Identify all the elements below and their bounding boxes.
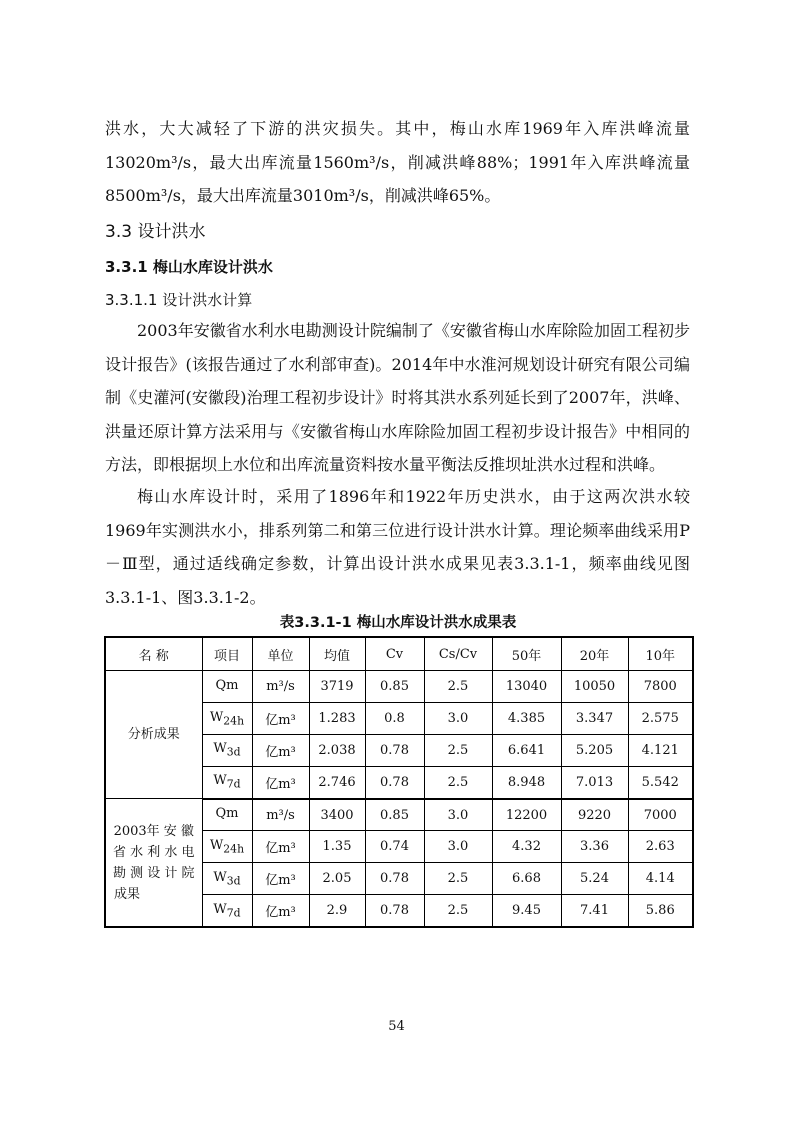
cell-cv: 0.74	[365, 831, 424, 863]
header-50-year: 50年	[492, 637, 561, 671]
cell-mean: 3400	[309, 799, 365, 831]
cell-item: $W_{3d}$	[202, 863, 252, 895]
page-number: 54	[388, 1019, 405, 1034]
cell-50-year: 6.68	[492, 863, 561, 895]
cell-cv: 0.85	[365, 799, 424, 831]
cell-mean: 2.746	[309, 766, 365, 798]
cell-mean: 1.35	[309, 831, 365, 863]
cell-cv: 0.78	[365, 863, 424, 895]
cell-cv: 0.78	[365, 766, 424, 798]
cell-item: $W_{7d}$	[202, 766, 252, 798]
cell-20-year: 10050	[561, 671, 628, 703]
cell-20-year: 7.41	[561, 895, 628, 927]
cell-20-year: 3.36	[561, 831, 628, 863]
cell-10-year: 5.86	[628, 895, 693, 927]
cell-unit: 亿m³	[252, 734, 309, 766]
header-name: 名 称	[105, 637, 202, 671]
cell-20-year: 7.013	[561, 766, 628, 798]
cell-cv: 0.8	[365, 702, 424, 734]
cell-20-year: 5.205	[561, 734, 628, 766]
design-flood-table	[104, 636, 694, 928]
cell-item: $W_{7d}$	[202, 895, 252, 927]
cell-50-year: 4.385	[492, 702, 561, 734]
cell-mean: 2.05	[309, 863, 365, 895]
cell-cv: 0.78	[365, 734, 424, 766]
cell-cs-cv: 3.0	[424, 831, 492, 863]
cell-cv: 0.78	[365, 895, 424, 927]
cell-cs-cv: 3.0	[424, 702, 492, 734]
header-10-year: 10年	[628, 637, 693, 671]
cell-cs-cv: 2.5	[424, 863, 492, 895]
cell-cs-cv: 2.5	[424, 734, 492, 766]
paragraph-design-report: 2003年安徽省水利水电勘测设计院编制了《安徽省梅山水库除险加固工程初步设计报告》(该报告通过了水利部审查)。2014年中水淮河规划设计研究有限公司编制《史灌河(安徽段)治理工程初步设计》时将其洪水系列延长到了2007年，洪峰、洪量还原计算方法采用与《安徽省梅山水库除险加固工程初步设计报告》中相同的方法，即根据坝上水位和出库流量资料按水量平衡法反推坝址洪水过程和洪峰。	[105, 321, 690, 474]
cell-cv: 0.85	[365, 671, 424, 703]
cell-20-year: 9220	[561, 799, 628, 831]
cell-20-year: 3.347	[561, 702, 628, 734]
cell-50-year: 13040	[492, 671, 561, 703]
cell-cs-cv: 3.0	[424, 799, 492, 831]
section-heading-3-3-1: 3.3.1 梅山水库设计洪水	[105, 258, 273, 276]
header-mean: 均值	[309, 637, 365, 671]
cell-unit: 亿m³	[252, 831, 309, 863]
cell-mean: 3719	[309, 671, 365, 703]
table-caption: 表3.3.1-1 梅山水库设计洪水成果表	[279, 615, 517, 631]
cell-cs-cv: 2.5	[424, 671, 492, 703]
section-heading-3-3-1-1: 3.3.1.1 设计洪水计算	[105, 291, 253, 309]
cell-10-year: 7000	[628, 799, 693, 831]
cell-unit: m³/s	[252, 671, 309, 703]
cell-20-year: 5.24	[561, 863, 628, 895]
cell-unit: 亿m³	[252, 766, 309, 798]
cell-item: Qm	[202, 799, 252, 831]
cell-50-year: 6.641	[492, 734, 561, 766]
cell-mean: 2.038	[309, 734, 365, 766]
cell-item: Qm	[202, 671, 252, 703]
table-row	[105, 671, 693, 703]
cell-item: $W_{24h}$	[202, 702, 252, 734]
header-cs-cv: Cs/Cv	[424, 637, 492, 671]
header-item: 项目	[202, 637, 252, 671]
cell-10-year: 2.63	[628, 831, 693, 863]
cell-50-year: 12200	[492, 799, 561, 831]
cell-unit: m³/s	[252, 799, 309, 831]
cell-50-year: 8.948	[492, 766, 561, 798]
table-header-row	[105, 637, 693, 671]
cell-10-year: 4.14	[628, 863, 693, 895]
cell-mean: 2.9	[309, 895, 365, 927]
cell-cs-cv: 2.5	[424, 766, 492, 798]
section-heading-3-3: 3.3 设计洪水	[105, 222, 206, 242]
cell-50-year: 9.45	[492, 895, 561, 927]
header-unit: 单位	[252, 637, 309, 671]
header-cv: Cv	[365, 637, 424, 671]
table-row	[105, 799, 693, 831]
cell-10-year: 4.121	[628, 734, 693, 766]
cell-item: $W_{3d}$	[202, 734, 252, 766]
cell-50-year: 4.32	[492, 831, 561, 863]
paragraph-design-method: 梅山水库设计时，采用了1896年和1922年历史洪水，由于这两次洪水较1969年实测洪水小，排系列第二和第三位进行设计洪水计算。理论频率曲线采用P－Ⅲ型，通过适线确定参数，计算出设计洪水成果见表3.3.1-1，频率曲线见图3.3.1-1、图3.3.1-2。	[105, 487, 690, 607]
paragraph-flood-reduction: 洪水，大大减轻了下游的洪灾损失。其中，梅山水库1969年入库洪峰流量13020m³/s，最大出库流量1560m³/s，削减洪峰88%；1991年入库洪峰流量8500m³/s，最大出库流量3010m³/s，削减洪峰65%。	[105, 119, 690, 205]
group-name-analysis: 分析成果	[105, 671, 202, 799]
cell-10-year: 5.542	[628, 766, 693, 798]
cell-cs-cv: 2.5	[424, 895, 492, 927]
group-name-2003-institute: 2003年 安 徽 省 水 利 水 电 勘 测 设 计 院 成果	[105, 799, 202, 928]
cell-10-year: 7800	[628, 671, 693, 703]
cell-unit: 亿m³	[252, 702, 309, 734]
cell-10-year: 2.575	[628, 702, 693, 734]
header-20-year: 20年	[561, 637, 628, 671]
cell-unit: 亿m³	[252, 863, 309, 895]
cell-item: $W_{24h}$	[202, 831, 252, 863]
cell-unit: 亿m³	[252, 895, 309, 927]
cell-mean: 1.283	[309, 702, 365, 734]
